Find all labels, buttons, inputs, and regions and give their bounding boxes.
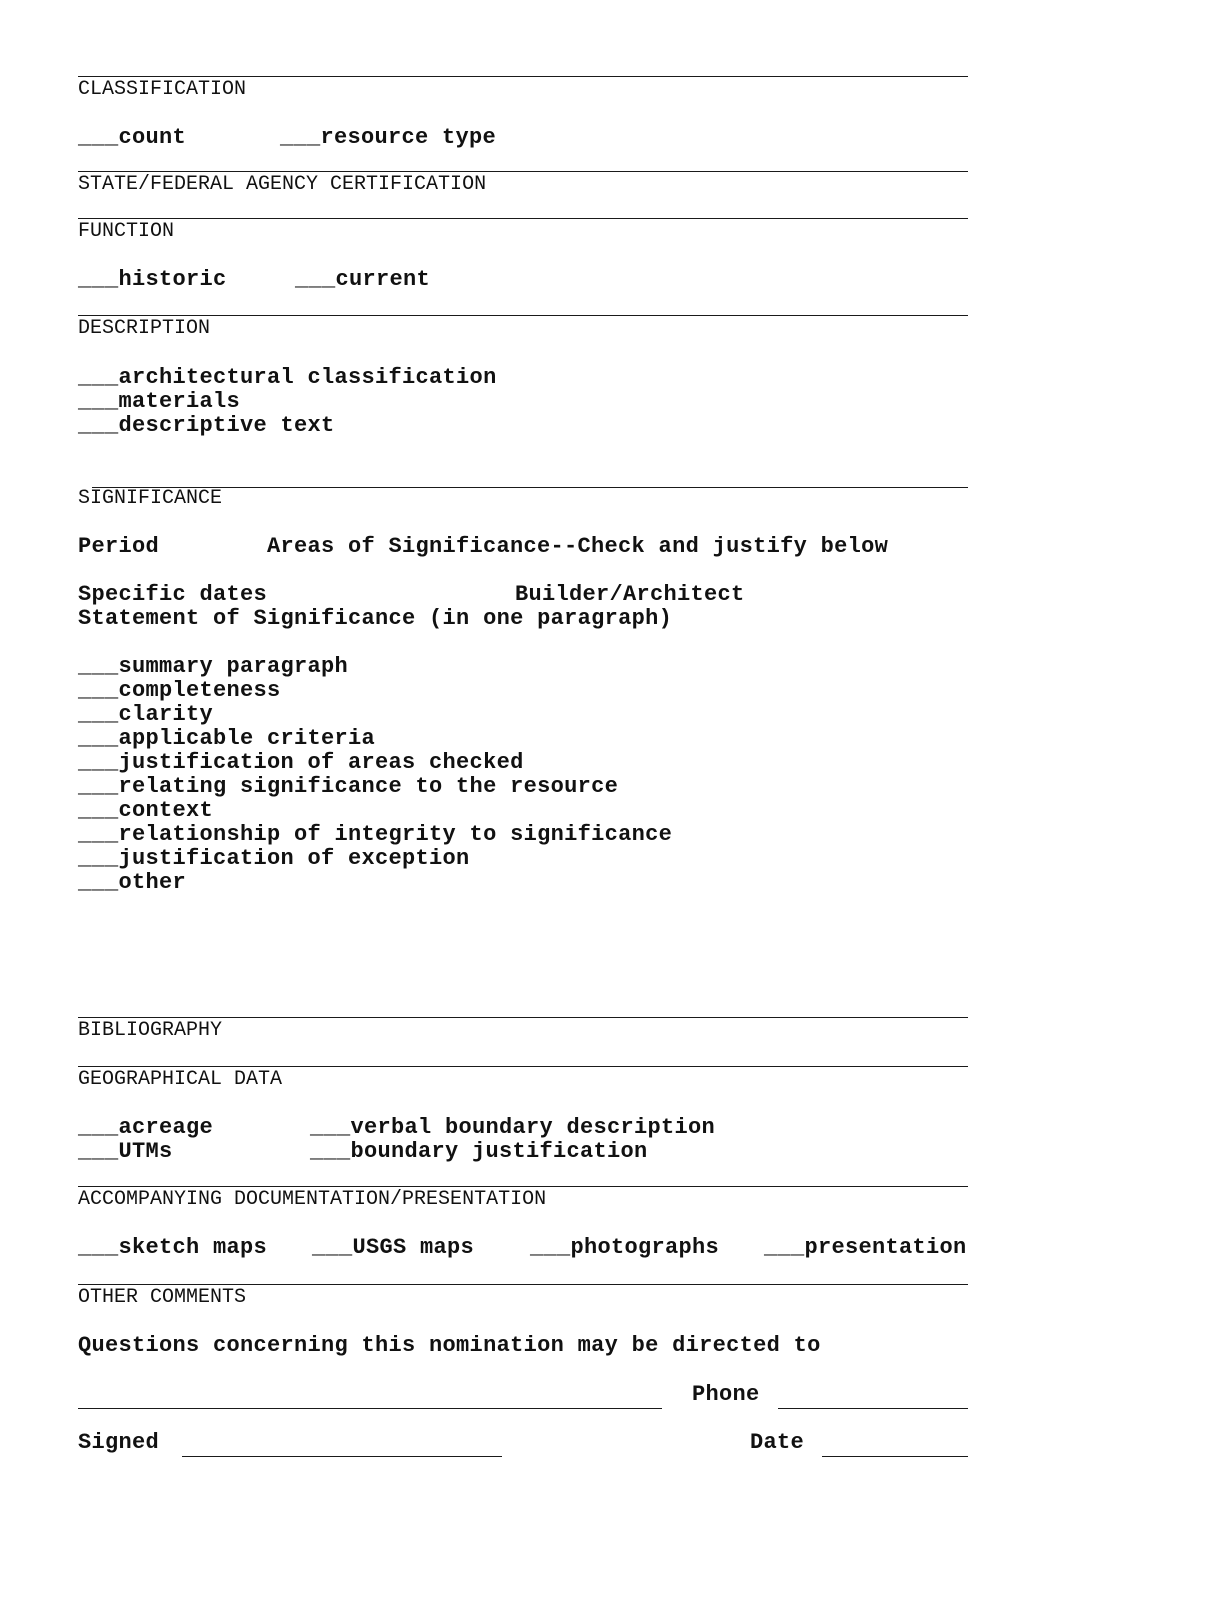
context-checkbox-item[interactable]: ___context	[78, 798, 214, 823]
specific-dates-label: Specific dates	[78, 582, 268, 607]
signature-field[interactable]	[182, 1456, 502, 1457]
section-rule	[78, 1186, 968, 1187]
section-rule	[92, 487, 968, 488]
other-checkbox-item[interactable]: ___other	[78, 870, 187, 895]
section-rule	[78, 315, 968, 316]
descriptive-text-checkbox-item[interactable]: ___descriptive text	[78, 413, 335, 438]
current-checkbox-item[interactable]: ___current	[295, 267, 431, 292]
section-rule	[78, 1066, 968, 1067]
signed-label: Signed	[78, 1430, 160, 1455]
description-heading: DESCRIPTION	[78, 317, 211, 340]
section-rule	[78, 1284, 968, 1285]
acreage-checkbox-item[interactable]: ___acreage	[78, 1115, 214, 1140]
statement-of-significance-label: Statement of Significance (in one paragraph)	[78, 606, 673, 631]
relating-significance-checkbox-item[interactable]: ___relating significance to the resource	[78, 774, 619, 799]
geographical-data-heading: GEOGRAPHICAL DATA	[78, 1068, 283, 1091]
section-rule	[78, 1017, 968, 1018]
usgs-maps-checkbox-item[interactable]: ___USGS maps	[312, 1235, 475, 1260]
areas-of-significance-label: Areas of Significance--Check and justify below	[267, 534, 889, 559]
questions-text: Questions concerning this nomination may be directed to	[78, 1333, 821, 1358]
boundary-justification-checkbox-item[interactable]: ___boundary justification	[310, 1139, 648, 1164]
section-rule	[78, 171, 968, 172]
significance-heading: SIGNIFICANCE	[78, 487, 223, 510]
bibliography-heading: BIBLIOGRAPHY	[78, 1019, 223, 1042]
applicable-criteria-checkbox-item[interactable]: ___applicable criteria	[78, 726, 376, 751]
function-heading: FUNCTION	[78, 220, 175, 243]
summary-paragraph-checkbox-item[interactable]: ___summary paragraph	[78, 654, 349, 679]
section-rule	[78, 218, 968, 219]
utms-checkbox-item[interactable]: ___UTMs	[78, 1139, 173, 1164]
sketch-maps-checkbox-item[interactable]: ___sketch maps	[78, 1235, 268, 1260]
justification-exception-checkbox-item[interactable]: ___justification of exception	[78, 846, 470, 871]
architectural-classification-checkbox-item[interactable]: ___architectural classification	[78, 365, 497, 390]
count-checkbox-item[interactable]: ___count	[78, 125, 187, 150]
section-rule	[78, 76, 968, 77]
phone-field[interactable]	[778, 1408, 968, 1409]
photographs-checkbox-item[interactable]: ___photographs	[530, 1235, 720, 1260]
resource-type-checkbox-item[interactable]: ___resource type	[280, 125, 497, 150]
other-comments-heading: OTHER COMMENTS	[78, 1286, 247, 1309]
date-label: Date	[750, 1430, 805, 1455]
builder-architect-label: Builder/Architect	[515, 582, 745, 607]
verbal-boundary-checkbox-item[interactable]: ___verbal boundary description	[310, 1115, 716, 1140]
contact-name-field[interactable]	[78, 1408, 662, 1409]
historic-checkbox-item[interactable]: ___historic	[78, 267, 227, 292]
classification-heading: CLASSIFICATION	[78, 78, 247, 101]
justification-areas-checkbox-item[interactable]: ___justification of areas checked	[78, 750, 524, 775]
period-label: Period	[78, 534, 160, 559]
presentation-checkbox-item[interactable]: ___presentation	[764, 1235, 967, 1260]
phone-label: Phone	[692, 1382, 760, 1407]
completeness-checkbox-item[interactable]: ___completeness	[78, 678, 281, 703]
clarity-checkbox-item[interactable]: ___clarity	[78, 702, 214, 727]
date-field[interactable]	[822, 1456, 968, 1457]
certification-heading: STATE/FEDERAL AGENCY CERTIFICATION	[78, 173, 487, 196]
documentation-heading: ACCOMPANYING DOCUMENTATION/PRESENTATION	[78, 1188, 547, 1211]
materials-checkbox-item[interactable]: ___materials	[78, 389, 241, 414]
integrity-checkbox-item[interactable]: ___relationship of integrity to significance	[78, 822, 673, 847]
